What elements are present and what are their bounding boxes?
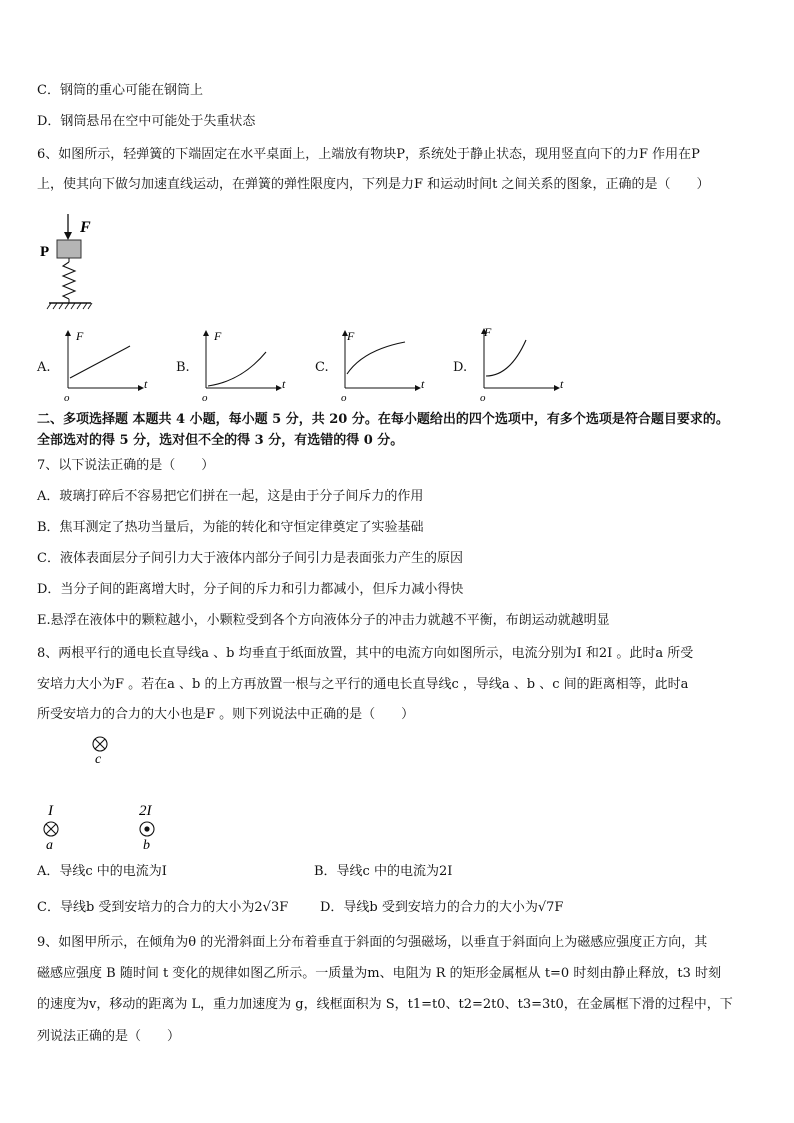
q6-graph-c-xlabel: t xyxy=(421,377,425,391)
section-2-heading-line-1: 二、多项选择题 本题共 4 小题，每小题 5 分，共 20 分。在每小题给出的四个选项中，有多个选项是符合题目要求的。 xyxy=(37,412,729,427)
q6-graph-b-ylabel: F xyxy=(214,329,222,343)
q6-graph-b-origin: o xyxy=(202,392,208,404)
q6-option-a-label: A. xyxy=(37,360,51,375)
q7-stem: 7、以下说法正确的是（ ） xyxy=(37,458,215,473)
q6-graph-d xyxy=(474,320,574,404)
q7-option-c: C．液体表面层分子间引力大于液体内部分子间引力是表面张力产生的原因 xyxy=(37,551,463,566)
q8-stem-line-3: 所受安培力的合力的大小也是F 。则下列说法中正确的是（ ） xyxy=(37,707,415,722)
q8-wires-figure xyxy=(36,734,186,856)
q7-option-b: B．焦耳测定了热功当量后，为能的转化和守恒定律奠定了实验基础 xyxy=(37,520,424,535)
wire-a-label: a xyxy=(46,838,53,853)
wire-c-into-page-icon xyxy=(93,737,107,751)
q6-block-label: P xyxy=(40,244,50,260)
q5-option-d: D．钢筒悬吊在空中可能处于失重状态 xyxy=(37,114,256,129)
q7-option-a: A．玻璃打碎后不容易把它们拼在一起，这是由于分子间斥力的作用 xyxy=(37,489,424,504)
q6-graph-b xyxy=(196,326,296,404)
q6-stem-line-1: 6、如图所示，轻弹簧的下端固定在水平桌面上，上端放有物块P，系统处于静止状态，现用竖直向下的力F 作用在P xyxy=(37,147,700,162)
q6-graph-d-ylabel: F xyxy=(484,325,492,339)
q6-option-c-label: C. xyxy=(315,360,329,375)
q7-option-d: D．当分子间的距离增大时，分子间的斥力和引力都减小，但斥力减小得快 xyxy=(37,582,464,597)
q6-option-b-label: B. xyxy=(176,360,190,375)
q6-graph-a-xlabel: t xyxy=(144,377,148,391)
q6-graph-c-ylabel: F xyxy=(347,329,355,343)
q8-option-a: A．导线c 中的电流为I xyxy=(37,864,167,879)
q6-graph-b-xlabel: t xyxy=(282,377,286,391)
wire-a-current-label: I xyxy=(48,803,53,819)
q6-stem-line-2: 上，使其向下做匀加速直线运动，在弹簧的弹性限度内，下列是力F 和运动时间t 之间关系的图象，正确的是（ ） xyxy=(37,177,710,192)
wire-a-into-page-icon xyxy=(44,822,58,836)
q8-option-d: D．导线b 受到安培力的合力的大小为√7F xyxy=(320,900,564,915)
q6-graph-c-origin: o xyxy=(341,392,347,404)
q6-graph-d-xlabel: t xyxy=(560,377,564,391)
q6-graph-d-origin: o xyxy=(480,392,486,404)
q6-option-d-label: D. xyxy=(453,360,468,375)
q6-graph-c xyxy=(335,326,435,404)
q6-force-label: F xyxy=(80,219,91,236)
wire-b-current-label: 2I xyxy=(139,803,152,819)
q9-line-1: 9、如图甲所示，在倾角为θ 的光滑斜面上分布着垂直于斜面的匀强磁场，以垂直于斜面向上为磁感应强度正方向，其 xyxy=(37,935,708,950)
q5-option-c: C．钢筒的重心可能在钢筒上 xyxy=(37,83,203,98)
q8-option-c: C．导线b 受到安培力的合力的大小为2√3F xyxy=(37,900,289,915)
q9-line-3: 的速度为v，移动的距离为 L，重力加速度为 g，线框面积为 S，t1=t0、t2=2t0、t3=3t0，在金属框下滑的过程中，下 xyxy=(37,997,733,1012)
q8-stem-line-1: 8、两根平行的通电长直导线a 、b 均垂直于纸面放置，其中的电流方向如图所示，电流分别为I 和2I 。此时a 所受 xyxy=(37,646,694,661)
wire-c-label: c xyxy=(95,752,102,767)
wire-b-out-of-page-icon xyxy=(140,822,154,836)
q6-spring-figure xyxy=(36,210,106,320)
q9-line-2: 磁感应强度 B 随时间 t 变化的规律如图乙所示。一质量为m、电阻为 R 的矩形金属框从 t=0 时刻由静止释放，t3 时刻 xyxy=(37,966,721,981)
q8-stem-line-2: 安培力大小为F 。若在a 、b 的上方再放置一根与之平行的通电长直导线c ，导线a 、b 、c 间的距离相等，此时a xyxy=(37,677,689,692)
q9-line-4: 列说法正确的是（ ） xyxy=(37,1029,181,1044)
section-2-heading-line-2: 全部选对的得 5 分，选对但不全的得 3 分，有选错的得 0 分。 xyxy=(37,433,404,448)
wire-b-label: b xyxy=(143,838,150,853)
q7-option-e: E.悬浮在液体中的颗粒越小，小颗粒受到各个方向液体分子的冲击力就越不平衡，布朗运动就越明显 xyxy=(37,613,610,628)
q6-graph-a-origin: o xyxy=(64,392,70,404)
q8-option-b: B．导线c 中的电流为2I xyxy=(314,864,453,879)
q6-graph-a-ylabel: F xyxy=(76,329,84,343)
q6-graph-a xyxy=(58,326,158,404)
